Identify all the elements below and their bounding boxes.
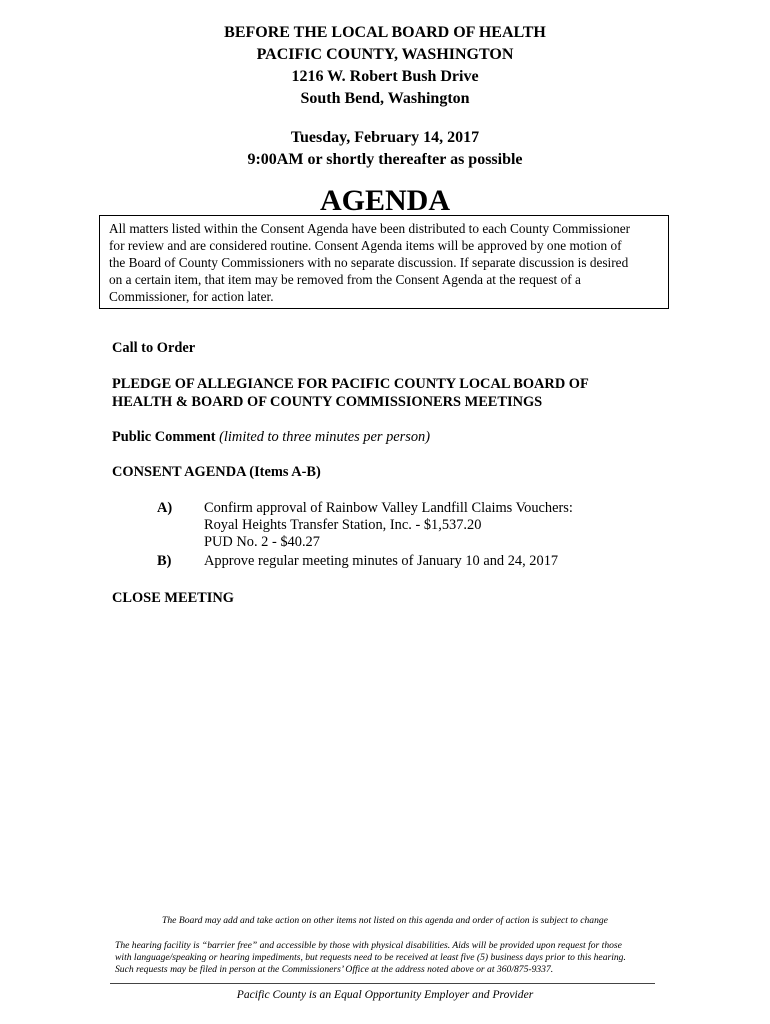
meeting-time: 9:00AM or shortly thereafter as possible	[247, 151, 523, 168]
footer-disclaimer: The Board may add and take action on other items not listed on this agenda and order of action is subject to change	[162, 915, 608, 926]
footer-divider	[110, 983, 655, 984]
meeting-datetime	[0, 127, 770, 171]
consent-item-line: Confirm approval of Rainbow Valley Landfill Claims Vouchers:	[204, 500, 573, 516]
accessibility-line: with language/speaking or hearing impediments, but requests need to be received at least five (5) business days prior to this hearing.	[115, 952, 626, 963]
header-line-city: South Bend, Washington	[300, 90, 470, 107]
consent-notice-line: for review and are considered routine. Consent Agenda items will be approved by one motion of	[109, 238, 622, 253]
consent-item-letter: B)	[157, 553, 172, 569]
consent-item-line: Approve regular meeting minutes of January 10 and 24, 2017	[204, 553, 559, 569]
pledge-line: PLEDGE OF ALLEGIANCE FOR PACIFIC COUNTY LOCAL BOARD OF	[112, 376, 589, 392]
footer-accessibility-notice	[115, 940, 675, 976]
public-comment-note: (limited to three minutes per person)	[219, 429, 431, 445]
public-comment-label: Public Comment	[112, 429, 216, 445]
consent-item-line: PUD No. 2 - $40.27	[204, 534, 320, 550]
consent-item-line: Royal Heights Transfer Station, Inc. - $1,537.20	[204, 517, 482, 533]
consent-item-a	[204, 500, 573, 551]
call-to-order: Call to Order	[112, 340, 196, 356]
consent-notice-line: the Board of County Commissioners with no separate discussion. If separate discussion is desired	[109, 255, 629, 270]
consent-notice-line: All matters listed within the Consent Agenda have been distributed to each County Commissioner	[109, 221, 631, 236]
consent-agenda-heading: CONSENT AGENDA (Items A-B)	[112, 464, 321, 480]
consent-notice-line: on a certain item, that item may be removed from the Consent Agenda at the request of a	[109, 272, 581, 287]
close-meeting: CLOSE MEETING	[112, 590, 234, 606]
header-line-county: PACIFIC COUNTY, WASHINGTON	[256, 46, 514, 63]
header-line-board: BEFORE THE LOCAL BOARD OF HEALTH	[224, 24, 546, 41]
agency-header	[0, 22, 770, 110]
pledge-line: HEALTH & BOARD OF COUNTY COMMISSIONERS MEETINGS	[112, 394, 543, 410]
consent-notice-line: Commissioner, for action later.	[109, 289, 274, 304]
consent-notice-box	[99, 215, 669, 309]
header-line-address: 1216 W. Robert Bush Drive	[291, 68, 479, 85]
public-comment	[112, 428, 430, 446]
page-title: AGENDA	[319, 184, 450, 217]
equal-opportunity-statement: Pacific County is an Equal Opportunity Employer and Provider	[236, 988, 534, 1001]
meeting-date: Tuesday, February 14, 2017	[290, 129, 480, 146]
accessibility-line: The hearing facility is “barrier free” and accessible by those with physical disabilities. Aids will be provided upon request for those	[115, 940, 622, 951]
consent-item-b	[204, 553, 558, 570]
accessibility-line: Such requests may be filed in person at the Commissioners’ Office at the address noted above or at 360/875-9337.	[115, 964, 554, 975]
pledge-of-allegiance	[112, 375, 589, 411]
consent-item-letter: A)	[157, 500, 173, 516]
